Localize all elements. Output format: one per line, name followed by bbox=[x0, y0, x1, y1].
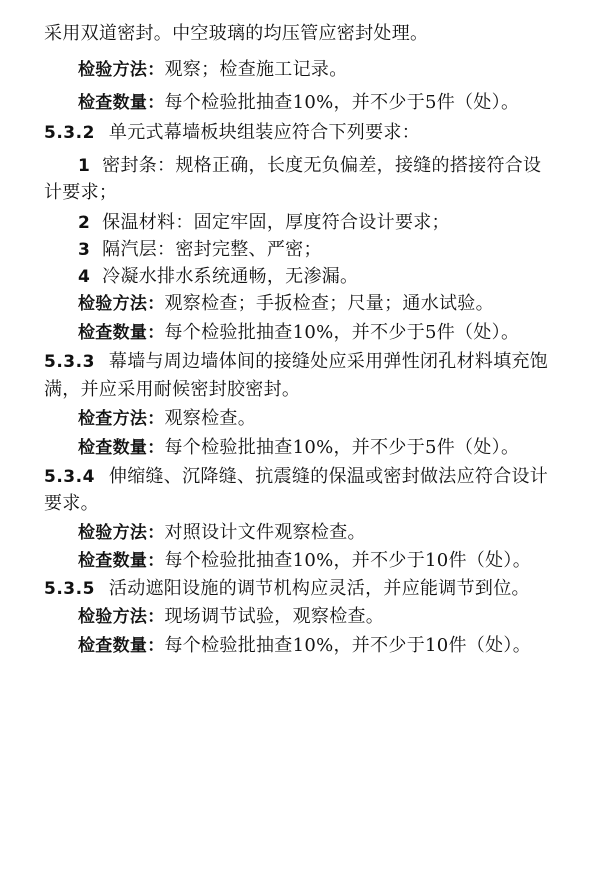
clause-5-3-4-continuation: 要求。 bbox=[44, 493, 99, 514]
method-text: 观察检查；手扳检查；尺量；通水试验。 bbox=[164, 293, 494, 314]
clause-item-2 bbox=[78, 211, 450, 235]
inspection-method bbox=[78, 407, 256, 431]
inspection-method bbox=[78, 605, 384, 629]
item-number: 4 bbox=[78, 267, 91, 287]
quantity-text: 每个检验批抽查10%，并不少于5件（处）。 bbox=[164, 322, 520, 343]
quantity-label: 检查数量： bbox=[78, 438, 165, 458]
clause-text: 伸缩缝、沉降缝、抗震缝的保温或密封做法应符合设计 bbox=[108, 466, 549, 487]
method-text: 对照设计文件观察检查。 bbox=[164, 522, 366, 543]
method-text: 现场调节试验，观察检查。 bbox=[164, 606, 385, 627]
method-text: 观察；检查施工记录。 bbox=[164, 59, 348, 80]
method-label: 检验方法： bbox=[78, 523, 165, 543]
item-label: 密封条： bbox=[102, 155, 176, 176]
inspection-quantity bbox=[78, 436, 519, 460]
continuation-text: 采用双道密封。中空玻璃的均压管应密封处理。 bbox=[44, 23, 429, 44]
quantity-label: 检查数量： bbox=[78, 551, 165, 571]
inspection-quantity bbox=[78, 634, 531, 658]
quantity-text: 每个检验批抽查10%，并不少于5件（处）。 bbox=[164, 437, 520, 458]
clause-text: 单元式幕墙板块组装应符合下列要求： bbox=[108, 122, 421, 143]
item-label: 隔汽层： bbox=[102, 239, 176, 260]
quantity-label: 检查数量： bbox=[78, 636, 165, 656]
clause-5-3-5-heading bbox=[44, 577, 530, 601]
clause-number: 5.3.2 bbox=[44, 123, 95, 143]
clause-text: 幕墙与周边墙体间的接缝处应采用弹性闭孔材料填充饱 bbox=[108, 351, 549, 372]
clause-5-3-3-continuation: 满，并应采用耐候密封胶密封。 bbox=[44, 379, 301, 400]
method-label: 检验方法： bbox=[78, 607, 165, 627]
inspection-method bbox=[78, 521, 366, 545]
item-number: 2 bbox=[78, 213, 91, 233]
method-label: 检验方法： bbox=[78, 60, 165, 80]
item-text: 固定牢固，厚度符合设计要求； bbox=[193, 212, 450, 233]
item-text: 冷凝水排水系统通畅，无渗漏。 bbox=[102, 266, 359, 287]
clause-text: 活动遮阳设施的调节机构应灵活，并应能调节到位。 bbox=[108, 578, 530, 599]
clause-5-3-4-heading bbox=[44, 465, 548, 489]
item-text: 规格正确，长度无负偏差，接缝的搭接符合设 bbox=[175, 155, 542, 176]
quantity-text: 每个检验批抽查10%，并不少于5件（处）。 bbox=[164, 92, 520, 113]
quantity-text: 每个检验批抽查10%，并不少于10件（处）。 bbox=[164, 550, 532, 571]
quantity-label: 检查数量： bbox=[78, 93, 165, 113]
clause-number: 5.3.4 bbox=[44, 467, 95, 487]
clause-item-1-continuation: 计要求； bbox=[44, 182, 118, 203]
method-label: 检查方法： bbox=[78, 409, 165, 429]
clause-5-3-2-heading bbox=[44, 121, 420, 145]
clause-item-3 bbox=[78, 238, 322, 262]
quantity-text: 每个检验批抽查10%，并不少于10件（处）。 bbox=[164, 635, 532, 656]
clause-item-1 bbox=[78, 154, 541, 178]
method-label: 检验方法： bbox=[78, 294, 165, 314]
item-number: 3 bbox=[78, 240, 91, 260]
quantity-label: 检查数量： bbox=[78, 323, 165, 343]
clause-5-3-3-heading bbox=[44, 350, 548, 374]
clause-number: 5.3.5 bbox=[44, 579, 95, 599]
inspection-method bbox=[78, 58, 348, 82]
item-number: 1 bbox=[78, 156, 91, 176]
item-label: 保温材料： bbox=[102, 212, 194, 233]
item-text: 密封完整、严密； bbox=[175, 239, 322, 260]
method-text: 观察检查。 bbox=[164, 408, 256, 429]
inspection-quantity bbox=[78, 549, 531, 573]
inspection-quantity bbox=[78, 321, 519, 345]
inspection-method bbox=[78, 292, 494, 316]
clause-item-4 bbox=[78, 265, 358, 289]
inspection-quantity bbox=[78, 91, 519, 115]
clause-number: 5.3.3 bbox=[44, 352, 95, 372]
